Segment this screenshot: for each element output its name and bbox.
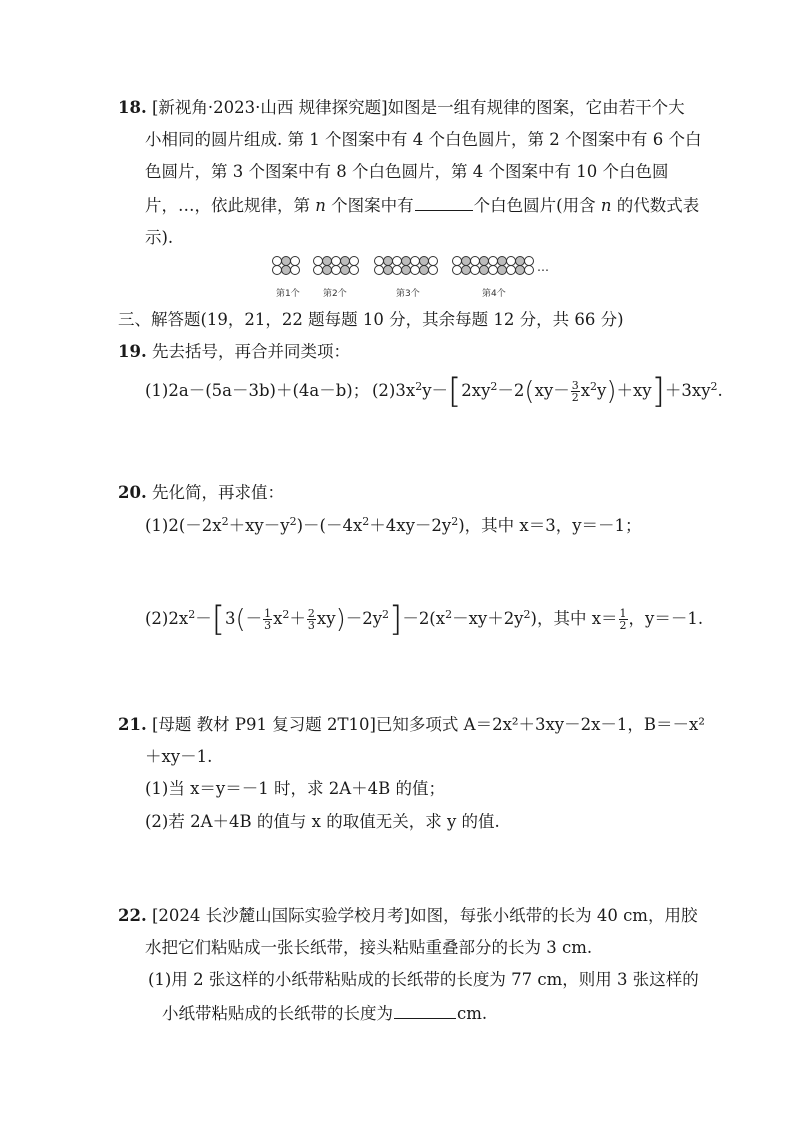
- q18-line3: 色圆片，第 3 个图案中有 8 个白色圆片，第 4 个图案中有 10 个白色圆: [145, 162, 669, 181]
- q18-text-4e: 的代数式表: [616, 196, 700, 215]
- q19-number: 19.: [118, 342, 147, 361]
- q21-number: 21.: [118, 715, 147, 734]
- q22-number: 22.: [118, 906, 147, 925]
- q22-part1-text: 小纸带粘贴成的长纸带的长度为: [162, 1004, 393, 1023]
- pattern-ellipsis: …: [537, 260, 549, 274]
- q18-line1: [118, 97, 685, 119]
- q20-part2-label: (2): [145, 609, 169, 628]
- caption-2: 第2个: [323, 289, 347, 299]
- q22-part1-line2: [162, 1002, 487, 1025]
- q22-part1-unit: cm.: [457, 1004, 488, 1023]
- caption-4: 第4个: [482, 289, 506, 299]
- q22-line2: 水把它们粘贴成一张长纸带，接头粘贴重叠部分的长为 3 cm.: [145, 938, 593, 957]
- q18-var-n: n: [315, 196, 326, 215]
- q22-line1: [118, 905, 697, 927]
- q18-line2: 小相同的圆片组成. 第 1 个图案中有 4 个白色圆片，第 2 个图案中有 6 个白: [145, 130, 702, 149]
- q22-text-1: [2024 长沙麓山国际实验学校月考]如图，每张小纸带的长为 40 cm，用胶: [151, 906, 698, 925]
- q21-line1: [118, 714, 705, 736]
- q19-part1: (1)2a－(5a－3b)＋(4a－b)；: [145, 381, 370, 400]
- q21-line2: ＋xy－1.: [145, 747, 213, 766]
- q22-answer-blank[interactable]: [394, 1002, 456, 1019]
- q18-text-1: [新视角·2023·山西 规律探究题]如图是一组有规律的图案，它由若干个大: [151, 98, 685, 117]
- q21-part2: (2)若 2A＋4B 的值与 x 的取值无关，求 y 的值.: [145, 812, 500, 831]
- caption-1: 第1个: [276, 289, 300, 299]
- q19-part2: $(2)3x^2y-[2xy^2-2(xy-$ $\frac{3}{2}$ $x^2y)+xy]+3xy^2$.: [372, 371, 723, 412]
- pattern-4: [452, 256, 536, 278]
- pattern-1: [272, 256, 302, 278]
- section-3-heading: 三、解答题(19，21，22 题每题 10 分，其余每题 12 分，共 66 分): [118, 310, 624, 329]
- white-disc: [290, 265, 300, 275]
- pattern-2: [313, 256, 361, 278]
- q18-text-4c: 个白色圆片(用含: [473, 196, 596, 215]
- q20-part1-label: (1): [145, 516, 169, 535]
- white-disc: [524, 265, 534, 275]
- q20-part2: $(2)2x^2-[3(-$ $\frac{1}{3}$ $x^2+$ $\frac{2}{3}$ $xy)-2y^2]-2(x^2-xy+2y^2)$，其中 x＝ $\frac{1}{2}$ ，y＝－1.: [145, 599, 704, 640]
- q18-number: 18.: [118, 98, 147, 117]
- q21-part1: (1)当 x＝y＝－1 时，求 2A＋4B 的值；: [145, 779, 446, 798]
- q20-title-line: [118, 482, 284, 504]
- white-disc: [428, 265, 438, 275]
- pattern-3: [374, 256, 440, 278]
- q18-text-4a: 片，…，依此规律，第: [145, 196, 310, 215]
- q19-title: 先去括号，再合并同类项：: [151, 342, 350, 361]
- q19-title-line: [118, 341, 350, 363]
- q20-part1: $(1)2(-2x^2+xy-y^2)-(-4x^2+4xy-2y^2)$，其中 x＝3，y＝－1；: [145, 515, 642, 535]
- q18-answer-blank[interactable]: [415, 194, 473, 211]
- q18-line4: [145, 194, 699, 217]
- q18-line5: 示).: [145, 228, 174, 247]
- caption-3: 第3个: [396, 289, 420, 299]
- q20-part1-condition: ，其中 x＝3，y＝－1；: [464, 516, 642, 535]
- q18-text-4b: 个图案中有: [331, 196, 414, 215]
- q19-part2-label: (2): [372, 381, 396, 400]
- white-disc: [349, 265, 359, 275]
- q20-part2-condition-2: ，y＝－1.: [628, 609, 704, 628]
- q20-number: 20.: [118, 483, 147, 502]
- q20-title: 先化简，再求值：: [151, 483, 284, 502]
- q20-part2-condition: ，其中 x＝: [536, 609, 618, 628]
- q22-part1-line1: (1)用 2 张这样的小纸带粘贴成的长纸带的长度为 77 cm，则用 3 张这样的: [148, 970, 699, 989]
- q21-text-1: [母题 教材 P91 复习题 2T10]已知多项式 A＝2x²＋3xy－2x－1，B＝－x²: [151, 715, 705, 734]
- q18-var-n-2: n: [600, 196, 612, 215]
